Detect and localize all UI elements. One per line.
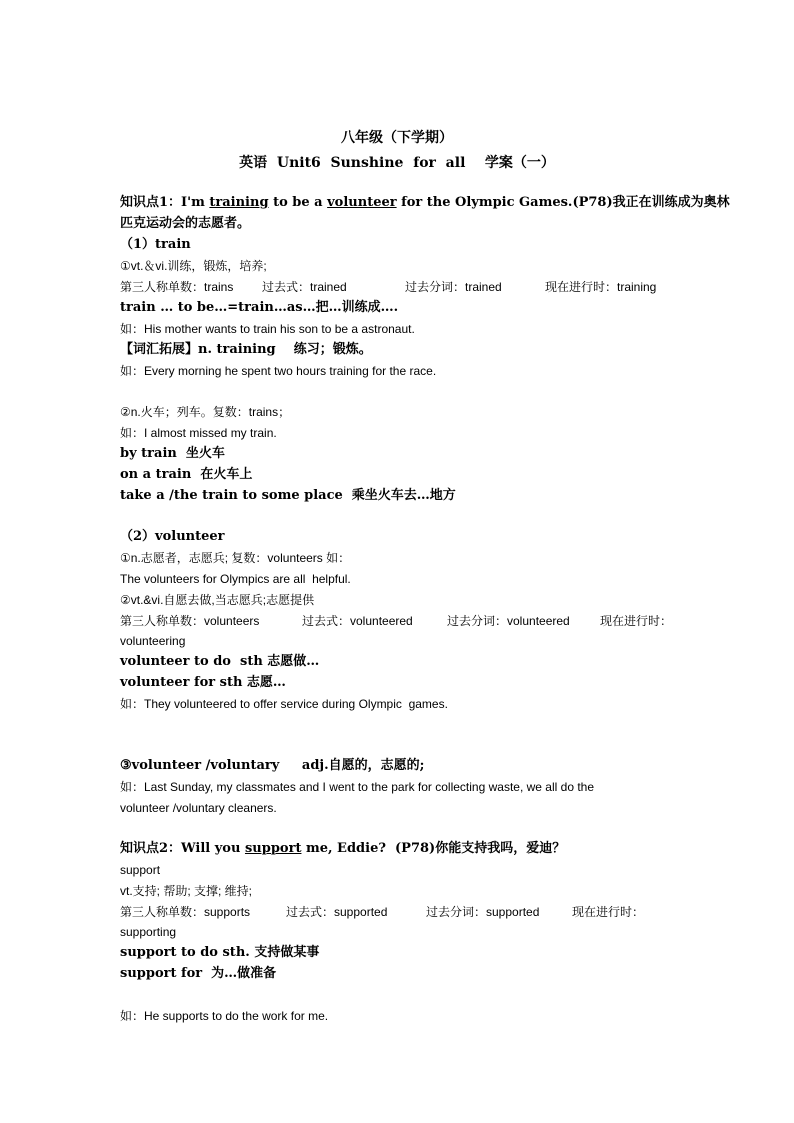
volunteer-past: 过去式：volunteered	[302, 614, 413, 628]
kp1-word-volunteer: volunteer	[327, 195, 397, 210]
support-pp: 过去分词：supported	[426, 905, 540, 919]
kp2-heading	[120, 839, 690, 859]
support-past: 过去式：supported	[286, 905, 388, 919]
volunteer-third: 第三人称单数：volunteers	[120, 614, 260, 628]
kp2-word-support: support	[244, 841, 302, 856]
section-train: （1）train	[120, 237, 191, 252]
train-phrase: train … to be…=train…as…把…训练成….	[120, 300, 399, 315]
volunteer-prog-form: volunteering	[120, 634, 186, 648]
train-example-3: 如：I almost missed my train.	[120, 426, 277, 440]
kp1-mid: to be a	[268, 195, 328, 210]
support-prog: 现在进行时：	[572, 905, 645, 919]
phrase-by-train: by train 坐火车	[120, 446, 225, 461]
volunteer-example-3a: 如：Last Sunday, my classmates and I went to the park for collecting waste, we all do the	[120, 780, 595, 794]
train-forms	[120, 277, 690, 297]
volunteer-adjective: ③volunteer /voluntary adj.自愿的，志愿的;	[120, 758, 425, 773]
volunteer-example-1: The volunteers for Olympics are all helpful.	[120, 572, 351, 586]
volunteer-definition-1: ①n.志愿者，志愿兵; 复数：volunteers 如：	[120, 551, 351, 565]
phrase-take-train: take a /the train to some place 乘坐火车去…地方	[120, 488, 456, 503]
train-past: 过去式：trained	[262, 280, 347, 294]
vocab-extension: 【词汇拓展】n. training 练习；锻炼。	[120, 342, 372, 357]
support-forms	[120, 902, 690, 922]
support-phrase-1: support to do sth. 支持做某事	[120, 945, 320, 960]
volunteer-phrase-1: volunteer to do sth 志愿做…	[120, 654, 320, 669]
kp1-word-training: training	[209, 195, 269, 210]
support-prog-form: supporting	[120, 925, 177, 939]
volunteer-example-2: 如：They volunteered to offer service during Olympic games.	[120, 697, 448, 711]
support-third: 第三人称单数：supports	[120, 905, 251, 919]
train-third: 第三人称单数：trains	[120, 280, 234, 294]
volunteer-pp: 过去分词：volunteered	[447, 614, 570, 628]
grade-title: 八年级（下学期）	[341, 130, 453, 146]
support-phrase-2: support for 为…做准备	[120, 966, 277, 981]
volunteer-example-3b: volunteer /voluntary cleaners.	[120, 801, 277, 815]
section-volunteer: （2）volunteer	[120, 529, 225, 544]
kp1-lead: 知识点1：I'm	[120, 195, 210, 210]
volunteer-phrase-2: volunteer for sth 志愿…	[120, 675, 286, 690]
train-example-1: 如：His mother wants to train his son to be a astronaut.	[120, 322, 415, 336]
volunteer-prog: 现在进行时：	[600, 614, 673, 628]
train-definition-2: ②n.火车；列车。复数：trains；	[120, 405, 291, 419]
kp2-lead: 知识点2：Will you	[120, 841, 245, 856]
kp2-tail: me, Eddie? (P78)你能支持我吗，爱迪？	[301, 841, 566, 856]
phrase-on-a-train: on a train 在火车上	[120, 467, 253, 482]
kp1-heading-line2: 匹克运动会的志愿者。	[120, 216, 251, 231]
train-pp: 过去分词：trained	[405, 280, 502, 294]
support-definition: vt.支持; 帮助; 支撑; 维持;	[120, 884, 253, 898]
kp1-heading	[120, 193, 730, 213]
support-word: support	[120, 863, 161, 877]
train-prog: 现在进行时：training	[545, 280, 657, 294]
train-example-2: 如：Every morning he spent two hours training for the race.	[120, 364, 437, 378]
support-example-1: 如：He supports to do the work for me.	[120, 1009, 329, 1023]
volunteer-forms	[120, 611, 690, 631]
subject-title: 英语 Unit6 Sunshine for all 学案（一）	[239, 155, 555, 171]
kp1-tail: for the Olympic Games.(P78)我正在训练成为奥林	[396, 195, 730, 210]
train-definition-1: ①vt.＆vi.训练，锻炼，培养;	[120, 259, 267, 273]
volunteer-definition-2: ②vt.&vi.自愿去做,当志愿兵;志愿提供	[120, 593, 315, 607]
